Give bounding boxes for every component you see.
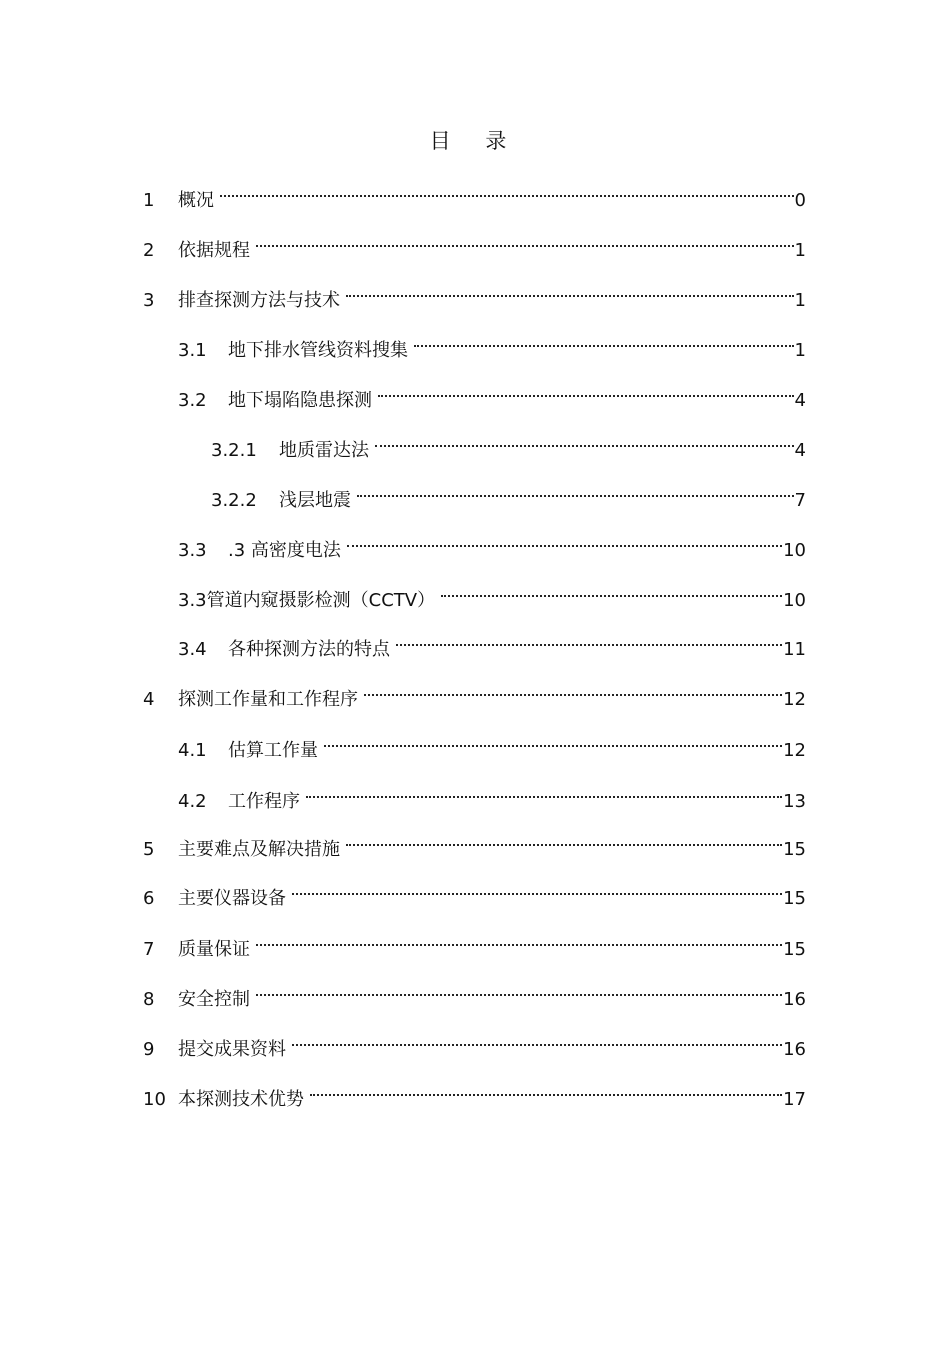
toc-entry[interactable] bbox=[143, 1025, 806, 1060]
toc-entry-number: 3.2.1 bbox=[211, 440, 257, 461]
toc-entry-label: 地下塌陷隐患探测 bbox=[228, 390, 372, 411]
toc-leader-dots bbox=[375, 426, 794, 456]
toc-entry-page: 7 bbox=[794, 490, 806, 511]
toc-entry-page: 15 bbox=[783, 839, 806, 860]
toc-entry[interactable] bbox=[143, 925, 806, 960]
toc-entry-number: 3.2.2 bbox=[211, 490, 257, 511]
toc-entry-page: 0 bbox=[794, 190, 806, 211]
toc-entry-label: 工作程序 bbox=[228, 791, 300, 812]
toc-entry[interactable] bbox=[143, 176, 806, 211]
toc-entry-label: 地下排水管线资料搜集 bbox=[228, 340, 408, 361]
toc-leader-dots bbox=[414, 326, 794, 356]
toc-entry[interactable] bbox=[178, 326, 806, 361]
toc-entry[interactable] bbox=[143, 276, 806, 311]
toc-entry-number: 4.2 bbox=[178, 791, 207, 812]
toc-entry-number: 3.4 bbox=[178, 639, 207, 660]
toc-entry-page: 15 bbox=[783, 939, 806, 960]
toc-entry-page: 10 bbox=[783, 540, 806, 561]
toc-entry-number: 8 bbox=[143, 989, 155, 1010]
toc-entry-label: 质量保证 bbox=[178, 939, 250, 960]
toc-entry-label: 浅层地震 bbox=[279, 490, 351, 511]
toc-leader-dots bbox=[310, 1075, 782, 1105]
toc-entry-number: 4 bbox=[143, 689, 155, 710]
toc-entry-label: 提交成果资料 bbox=[178, 1039, 286, 1060]
toc-entry-label: 安全控制 bbox=[178, 989, 250, 1010]
toc-entry-page: 12 bbox=[783, 689, 806, 710]
toc-leader-dots bbox=[346, 276, 794, 306]
toc-entry-number: 4.1 bbox=[178, 740, 207, 761]
toc-leader-dots bbox=[346, 825, 782, 855]
toc-entry[interactable] bbox=[178, 726, 806, 761]
toc-entry-label: 各种探测方法的特点 bbox=[228, 639, 390, 660]
toc-entry-page: 1 bbox=[794, 240, 806, 261]
toc-leader-dots bbox=[357, 476, 794, 506]
toc-entry-page: 1 bbox=[794, 290, 806, 311]
toc-entry-number: 10 bbox=[143, 1089, 166, 1110]
toc-leader-dots bbox=[324, 726, 782, 756]
toc-entry-page: 4 bbox=[794, 440, 806, 461]
toc-entry[interactable] bbox=[178, 576, 806, 611]
toc-entry-page: 10 bbox=[783, 590, 806, 611]
toc-entry[interactable] bbox=[211, 426, 806, 461]
toc-entry-page: 16 bbox=[783, 1039, 806, 1060]
toc-entry[interactable] bbox=[143, 825, 806, 860]
toc-leader-dots bbox=[292, 1025, 782, 1055]
toc-leader-dots bbox=[378, 376, 794, 406]
toc-entry-number: 6 bbox=[143, 888, 155, 909]
toc-entry-label: 概况 bbox=[178, 190, 214, 211]
toc-entry[interactable] bbox=[143, 226, 806, 261]
toc-entry-page: 12 bbox=[783, 740, 806, 761]
toc-entry-label: 主要仪器设备 bbox=[178, 888, 286, 909]
toc-entry-label: 探测工作量和工作程序 bbox=[178, 689, 358, 710]
toc-leader-dots bbox=[256, 226, 794, 256]
toc-leader-dots bbox=[306, 777, 782, 807]
toc-entry-page: 11 bbox=[783, 639, 806, 660]
toc-entry-number: 3.2 bbox=[178, 390, 207, 411]
toc-leader-dots bbox=[256, 925, 782, 955]
toc-leader-dots bbox=[441, 576, 782, 606]
toc-entry-label: 依据规程 bbox=[178, 240, 250, 261]
toc-entry-number: 3.1 bbox=[178, 340, 207, 361]
toc-leader-dots bbox=[396, 625, 782, 655]
toc-entry-label: 地质雷达法 bbox=[279, 440, 369, 461]
toc-entry-label: .3 高密度电法 bbox=[228, 540, 341, 561]
toc-entry[interactable] bbox=[178, 376, 806, 411]
toc-entry-page: 1 bbox=[794, 340, 806, 361]
toc-entry-page: 15 bbox=[783, 888, 806, 909]
toc-title: 目 录 bbox=[429, 129, 521, 153]
toc-entry-label: 本探测技术优势 bbox=[178, 1089, 304, 1110]
toc-entry-page: 17 bbox=[783, 1089, 806, 1110]
toc-entry-number: 3.3 bbox=[178, 590, 207, 611]
toc-entry-label: 估算工作量 bbox=[228, 740, 318, 761]
toc-entry-page: 16 bbox=[783, 989, 806, 1010]
toc-entry-label: 主要难点及解决措施 bbox=[178, 839, 340, 860]
toc-leader-dots bbox=[256, 975, 782, 1005]
toc-entry[interactable] bbox=[143, 975, 806, 1010]
toc-entry-number: 5 bbox=[143, 839, 155, 860]
toc-entry[interactable] bbox=[178, 625, 806, 660]
toc-entry[interactable] bbox=[143, 874, 806, 909]
toc-leader-dots bbox=[220, 176, 794, 206]
toc-entry[interactable] bbox=[143, 675, 806, 710]
toc-entry[interactable] bbox=[178, 526, 806, 561]
toc-entry-label: 管道内窥摄影检测（CCTV） bbox=[206, 590, 436, 611]
toc-leader-dots bbox=[347, 526, 782, 556]
toc-leader-dots bbox=[292, 874, 782, 904]
toc-entry-number: 3 bbox=[143, 290, 155, 311]
toc-entry-number: 1 bbox=[143, 190, 155, 211]
toc-entry-page: 13 bbox=[783, 791, 806, 812]
toc-leader-dots bbox=[364, 675, 782, 705]
toc-entry-number: 9 bbox=[143, 1039, 155, 1060]
toc-entry[interactable] bbox=[178, 777, 806, 812]
toc-entry-number: 7 bbox=[143, 939, 155, 960]
toc-entry-number: 3.3 bbox=[178, 540, 207, 561]
toc-entry-number: 2 bbox=[143, 240, 155, 261]
toc-entry-page: 4 bbox=[794, 390, 806, 411]
toc-entry-label: 排查探测方法与技术 bbox=[178, 290, 340, 311]
toc-entry[interactable] bbox=[143, 1075, 806, 1110]
toc-entry[interactable] bbox=[211, 476, 806, 511]
